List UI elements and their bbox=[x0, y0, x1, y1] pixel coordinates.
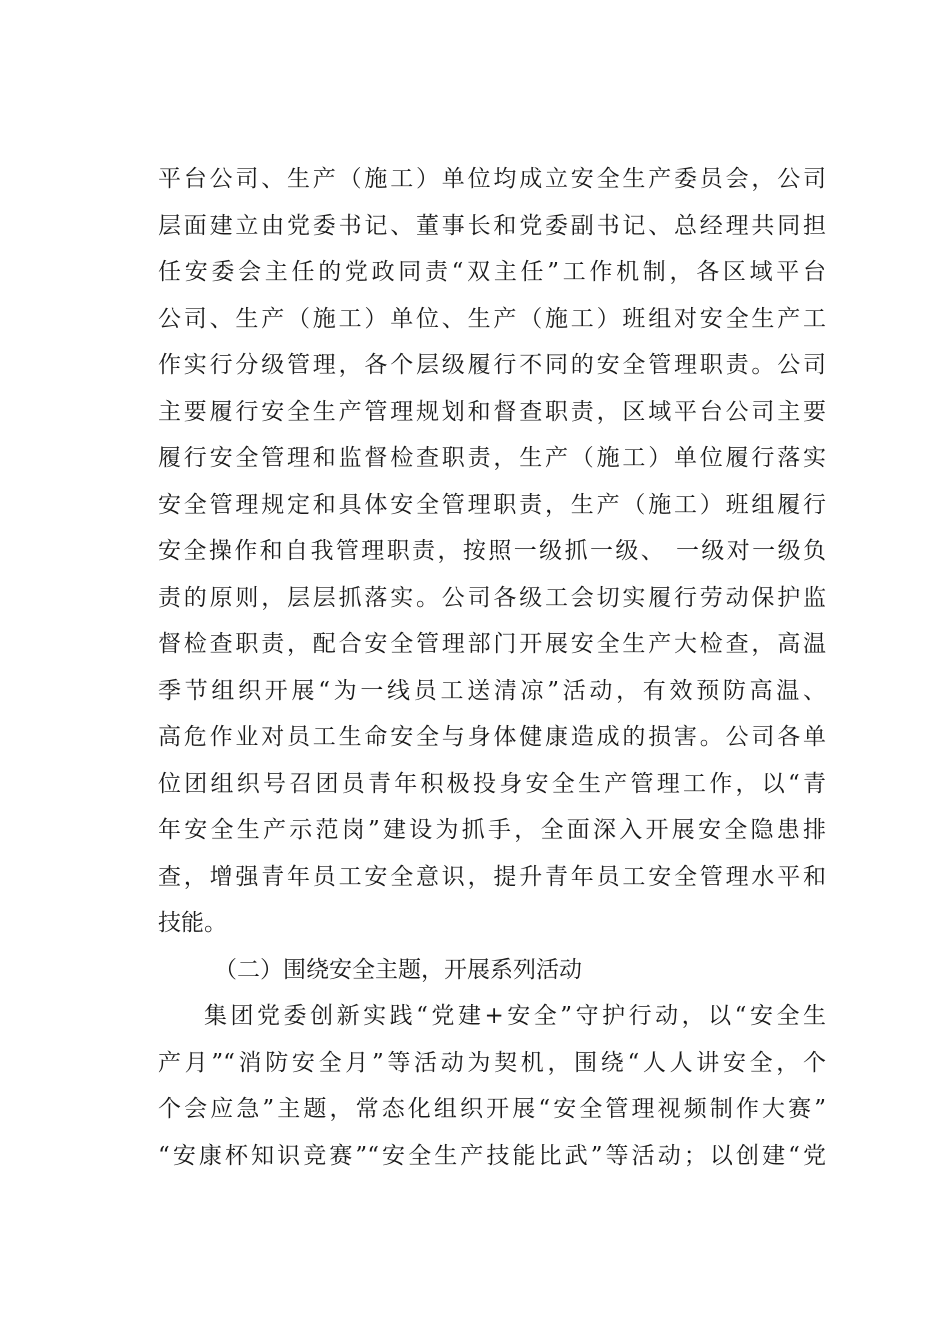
paragraph-safety-activities bbox=[158, 993, 826, 1179]
text-line: 位团组织号召团员青年积极投身安全生产管理工作，以“青 bbox=[158, 770, 826, 797]
text-line: 季节组织开展“为一线员工送清凉”活动，有效预防高温、 bbox=[158, 677, 826, 704]
text-line: 年安全生产示范岗”建设为抓手，全面深入开展安全隐患排 bbox=[158, 817, 826, 843]
text-line: 公司、生产（施工）单位、生产（施工）班组对安全生产工 bbox=[158, 305, 826, 332]
text-line: “安康杯知识竞赛”“安全生产技能比武”等活动；以创建“党 bbox=[158, 1142, 826, 1169]
text-line: 安全操作和自我管理职责，按照一级抓一级、 一级对一级负 bbox=[158, 538, 826, 564]
text-line: 作实行分级管理，各个层级履行不同的安全管理职责。公司 bbox=[158, 352, 826, 378]
text-line: 责的原则，层层抓落实。公司各级工会切实履行劳动保护监 bbox=[158, 584, 826, 611]
text-line: 层面建立由党委书记、董事长和党委副书记、总经理共同担 bbox=[158, 212, 826, 239]
paragraph-safety-management bbox=[158, 156, 826, 947]
text-line: 高危作业对员工生命安全与身体健康造成的损害。公司各单 bbox=[158, 724, 826, 750]
text-line: 平台公司、生产（施工）单位均成立安全生产委员会，公司 bbox=[158, 166, 826, 192]
text-line: 督检查职责，配合安全管理部门开展安全生产大检查，高温 bbox=[158, 631, 826, 657]
text-line: 个会应急”主题，常态化组织开展“安全管理视频制作大赛” bbox=[158, 1096, 826, 1122]
text-line: 产月”“消防安全月”等活动为契机，围绕“人人讲安全，个 bbox=[158, 1049, 826, 1076]
text-line: 安全管理规定和具体安全管理职责，生产（施工）班组履行 bbox=[158, 491, 826, 518]
document-body bbox=[158, 156, 826, 1179]
text-line: 技能。 bbox=[158, 910, 227, 936]
section-heading: （二）围绕安全主题，开展系列活动 bbox=[214, 956, 582, 983]
text-line: 任安委会主任的党政同责“双主任”工作机制，各区域平台 bbox=[158, 259, 826, 285]
text-line: 集团党委创新实践“党建+安全”守护行动，以“安全生 bbox=[204, 1003, 826, 1029]
text-line: 履行安全管理和监督检查职责，生产（施工）单位履行落实 bbox=[158, 445, 826, 471]
text-line: 查，增强青年员工安全意识，提升青年员工安全管理水平和 bbox=[158, 863, 826, 890]
text-line: 主要履行安全生产管理规划和督查职责，区域平台公司主要 bbox=[158, 398, 826, 425]
